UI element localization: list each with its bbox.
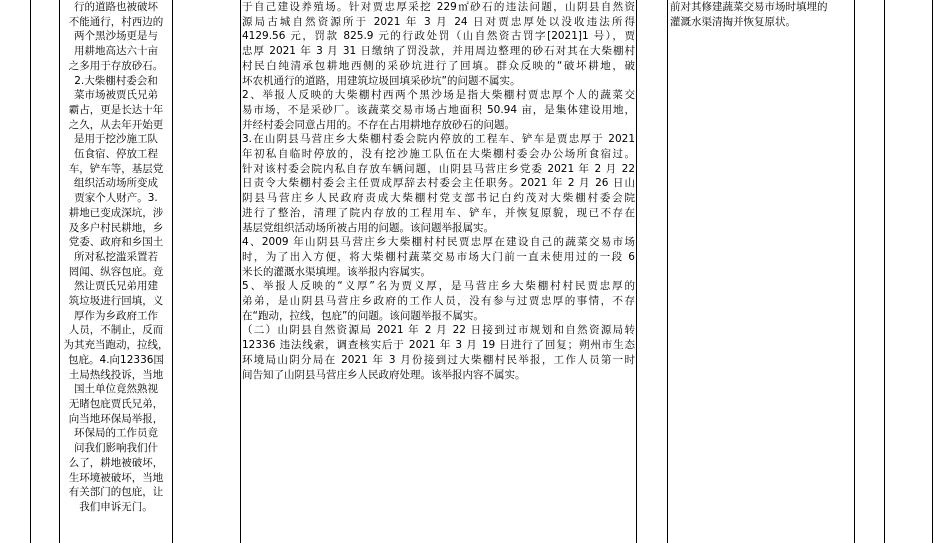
complaint-line: 行的道路也被破坏 (74, 1, 158, 13)
complaint-line: 向当地环保局举报， (68, 412, 164, 425)
complaint-line: 党委、政府和乡国土 (68, 236, 164, 249)
findings-line: 在“跑动，拉线，包庇”的问题。该问题举报不属实。 (242, 309, 484, 322)
findings-line: （二）山阴县自然资源局 2021 年 2 月 22 日接到过市规划和自然资源局转 (242, 324, 635, 337)
findings-line: 日责令大柴棚村委会主任贾成厚辞去村委会主任职务。2021 年 2 月 26 日山 (242, 177, 635, 190)
column-border (854, 0, 855, 543)
findings-line: 年初私自临时停放的，没有挖沙施工队伍在大柴棚村委会办公场所食宿过。 (242, 148, 635, 161)
complaint-line: 是用于挖沙施工队 (74, 133, 158, 146)
complaint-line: 霸占，更是长达十年 (68, 103, 164, 116)
complaint-line: 厚作为乡政府工作 (74, 309, 158, 322)
findings-line: 12336 违法线索，调查核实后于 2021 年 3 月 19 日进行了回复；朔州市生态 (242, 339, 635, 352)
complaint-line: 人员，不制止，反而 (68, 324, 164, 337)
complaint-line: 国土单位竟然熟视 (74, 383, 158, 396)
findings-line: 进行了整治，清理了院内存放的工程用车、铲车，并恢复原貌，现已不存在 (242, 206, 635, 219)
complaint-line: 所对私挖滥采置若 (74, 250, 158, 263)
complaint-line: 包庇。4.向12336国 (68, 353, 164, 366)
complaint-line: 2.大柴棚村委会和 (74, 74, 158, 87)
complaint-line: 两个黑沙场更是与 (74, 30, 158, 43)
complaint-line: 然让贾氏兄弟用建 (74, 280, 158, 293)
column-border (30, 0, 31, 543)
column-border (884, 0, 885, 543)
complaint-line: 用耕地高达六十亩 (74, 45, 158, 58)
findings-line: 针对该村委会院内私自存放车辆问题，山阴县马营庄乡党委 2021 年 2 月 22 (242, 162, 635, 175)
findings-line: 易市场，不是采砂厂。该蔬菜交易市场占地面积 50.94 亩，是集体建设用地， (242, 103, 635, 116)
complaint-line: 问我们影响我们什 (74, 442, 158, 455)
findings-line: 间告知了山阴县马营庄乡人民政府处理。该举报内容不属实。 (242, 368, 526, 381)
complaint-line: 菜市场被贾氏兄弟 (74, 89, 158, 102)
findings-line: 弟弟，是山阴县马营庄乡政府的工作人员，没有参与过贾忠厚的事情，不存 (242, 295, 635, 308)
complaint-line: 耕地已变成深坑，涉 (68, 206, 164, 219)
complaint-line: 之多用于存放砂石。 (68, 59, 164, 72)
complaint-line: 有关部门的包庇，让 (68, 486, 164, 499)
findings-line: 环境局山阴分局在 2021 年 3 月份接到过大柴棚村民举报，工作人员第一时 (242, 353, 635, 366)
column-border (932, 0, 933, 543)
complaint-line: 车，铲车等，基层党 (68, 162, 164, 175)
findings-line: 并经村委会同意占用的。不存在占用耕地存放砂石的问题。 (242, 118, 515, 131)
complaint-line: 生环境被破坏，当地 (68, 471, 164, 484)
findings-line: 2、举报人反映的大柴棚村西两个黑沙场是指大柴棚村贾忠厚个人的蔬菜交 (242, 89, 635, 102)
findings-line: 忠厚 2021 年 3 月 31 日缴纳了罚没款，并用周边整理的砂石对其在大柴棚村 (242, 45, 635, 58)
complaint-line: 土局热线投诉，当地 (68, 368, 164, 381)
findings-line: 4、2009 年山阴县马营庄乡大柴棚村村民贾忠厚在建设自己的蔬菜交易市场 (242, 236, 635, 249)
findings-line: 阴县马营庄乡人民政府责成大柴棚村党支部书记白约茂对大柴棚村委会院 (242, 192, 635, 205)
findings-line: 3.在山阴县马营庄乡大柴棚村委会院内停放的工程车、铲车是贾忠厚于 2021 (242, 133, 635, 146)
findings-line: 坏农机通行的道路，用建筑垃圾回填采砂坑”的问题不属实。 (242, 74, 521, 87)
findings-line: 5、举报人反映的“义厚”名为贾义厚，是马营庄乡大柴棚村村民贾忠厚的 (242, 280, 635, 293)
complaint-line: 罔闻、纵容包庇。竟 (68, 265, 164, 278)
complaint-line: 不能通行，村西边的 (68, 15, 164, 28)
complaint-line: 伍食宿、停放工程 (74, 148, 158, 161)
rectification-line: 前对其修建蔬菜交易市场时填埋的 (670, 1, 828, 13)
rectification-cell (670, 0, 852, 29)
investigation-findings-cell (242, 0, 635, 382)
column-border (59, 0, 60, 543)
complaint-line: 为其充当跑动，拉线， (63, 339, 169, 352)
column-border (667, 0, 668, 543)
complaint-line: 无睹包庇贾氏兄弟， (68, 397, 164, 410)
rectification-line: 灌溉水渠清掏并恢复原状。 (670, 15, 796, 28)
column-border (636, 0, 637, 543)
findings-line: 基层党组织活动场所被占用的问题。该问题举报属实。 (242, 221, 494, 234)
findings-line: 时，为了出入方便，将大柴棚村蔬菜交易市场大门前一直未使用过的一段 6 (242, 250, 635, 263)
complaint-line: 我们申诉无门。 (79, 500, 153, 513)
column-border (240, 0, 241, 543)
findings-line: 村民白纯清承包耕地西侧的采砂坑进行了回填。群众反映的“破坏耕地，破 (242, 59, 635, 72)
findings-line: 源局古城自然资源所于 2021 年 3 月 24 日对贾忠厚处以没收违法所得 (242, 15, 635, 28)
column-border (172, 0, 173, 543)
complaint-line: 筑垃圾进行回填，义 (68, 295, 164, 308)
complaint-content-cell (62, 0, 170, 515)
complaint-line: 贾家个人财产。3. (74, 192, 158, 205)
complaint-line: 组织活动场所变成 (74, 177, 158, 190)
complaint-line: 之久，从去年开始更 (68, 118, 164, 131)
complaint-line: 么了，耕地被破坏， (68, 456, 164, 469)
findings-line: 于自己建设养殖场。针对贾忠厚采挖 229㎡砂石的违法问题，山阴县自然资 (242, 1, 635, 13)
findings-line: 4129.56 元，罚款 825.9 元的行政处罚（山自然资古罚字[2021]1 号），贾 (242, 30, 635, 43)
complaint-line: 及多户村民耕地，乡 (68, 221, 164, 234)
findings-line: 米长的灌溉水渠填埋。该举报内容属实。 (242, 265, 431, 278)
complaint-line: 环保局的工作员竟 (74, 427, 158, 440)
